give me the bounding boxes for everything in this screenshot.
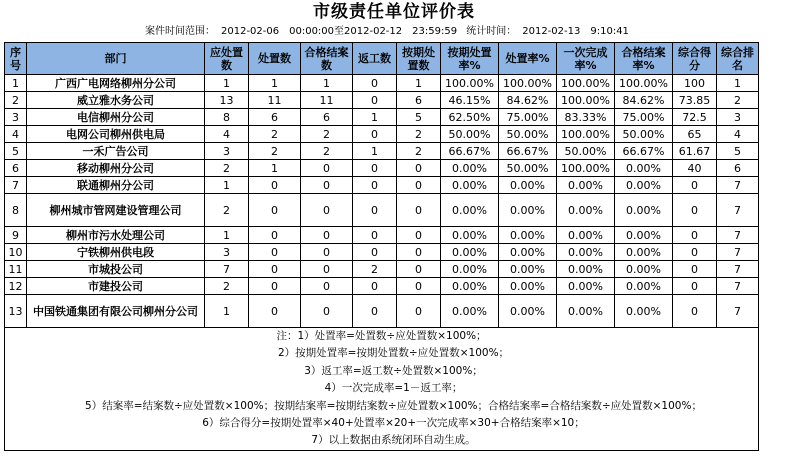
cell-pass: 0 [301,278,353,295]
cell-no: 11 [5,261,27,278]
cell-due: 4 [205,126,249,143]
table-row [5,194,759,227]
cell-ontime: 0 [397,278,441,295]
cell-done: 1 [249,75,301,92]
cell-rank: 7 [717,278,759,295]
table-row [5,126,759,143]
cell-rank: 7 [717,295,759,328]
cell-due: 2 [205,160,249,177]
stat-label: 统计时间： [466,26,517,37]
table-row [5,295,759,328]
cell-first-rate: 0.00% [557,227,615,244]
cell-no: 8 [5,194,27,227]
cell-rate: 0.00% [499,295,557,328]
cell-pass-rate: 0.00% [615,227,673,244]
cell-rank: 2 [717,92,759,109]
cell-ontime: 5 [397,109,441,126]
table-header-row [5,43,759,75]
cell-no: 12 [5,278,27,295]
stat-value: 2012-02-13 9:10:41 [522,26,629,37]
cell-ontime-rate: 0.00% [441,177,499,194]
cell-rank: 4 [717,126,759,143]
cell-ontime-rate: 62.50% [441,109,499,126]
cell-ontime: 6 [397,92,441,109]
cell-done: 6 [249,109,301,126]
evaluation-table [4,42,759,451]
range-value: 2012-02-06 00:00:00至2012-02-12 23:59:59 [221,26,458,37]
table-row [5,227,759,244]
cell-no: 6 [5,160,27,177]
cell-ontime: 1 [397,75,441,92]
cell-pass: 0 [301,227,353,244]
cell-pass: 1 [301,75,353,92]
cell-due: 8 [205,109,249,126]
cell-ontime-rate: 0.00% [441,244,499,261]
cell-due: 1 [205,177,249,194]
col-header: 部门 [27,43,205,75]
cell-rate: 0.00% [499,261,557,278]
col-header: 综合得分 [673,43,717,75]
cell-pass: 2 [301,143,353,160]
cell-due: 1 [205,227,249,244]
cell-rework: 0 [353,92,397,109]
cell-score: 100 [673,75,717,92]
cell-ontime-rate: 46.15% [441,92,499,109]
cell-rework: 0 [353,75,397,92]
cell-no: 10 [5,244,27,261]
cell-no: 5 [5,143,27,160]
cell-rank: 6 [717,160,759,177]
cell-rework: 0 [353,160,397,177]
cell-ontime-rate: 0.00% [441,227,499,244]
cell-ontime: 0 [397,244,441,261]
cell-score: 65 [673,126,717,143]
col-header: 处置数 [249,43,301,75]
cell-rework: 0 [353,227,397,244]
cell-due: 1 [205,75,249,92]
cell-rework: 0 [353,177,397,194]
cell-ontime: 0 [397,227,441,244]
cell-first-rate: 50.00% [557,143,615,160]
cell-ontime: 0 [397,160,441,177]
cell-rate: 66.67% [499,143,557,160]
col-header: 综合排名 [717,43,759,75]
cell-first-rate: 0.00% [557,261,615,278]
cell-pass: 2 [301,126,353,143]
cell-no: 13 [5,295,27,328]
cell-ontime-rate: 0.00% [441,295,499,328]
report-meta [145,25,635,39]
cell-rework: 0 [353,278,397,295]
cell-rank: 5 [717,143,759,160]
table-row [5,244,759,261]
range-label: 案件时间范围： [145,26,215,37]
cell-pass-rate: 50.00% [615,126,673,143]
cell-rank: 7 [717,177,759,194]
cell-pass: 0 [301,177,353,194]
cell-due: 2 [205,278,249,295]
table-body [5,75,759,328]
cell-ontime-rate: 0.00% [441,194,499,227]
cell-first-rate: 100.00% [557,75,615,92]
cell-pass-rate: 0.00% [615,194,673,227]
cell-dept: 移动柳州分公司 [27,160,205,177]
cell-dept: 柳州市污水处理公司 [27,227,205,244]
cell-pass-rate: 0.00% [615,244,673,261]
cell-done: 0 [249,244,301,261]
cell-rate: 0.00% [499,244,557,261]
col-header: 一次完成率% [557,43,615,75]
cell-pass-rate: 75.00% [615,109,673,126]
cell-first-rate: 100.00% [557,126,615,143]
cell-no: 1 [5,75,27,92]
cell-pass-rate: 0.00% [615,160,673,177]
notes-row [5,328,759,451]
col-header: 序号 [5,43,27,75]
cell-dept: 一禾广告公司 [27,143,205,160]
cell-rate: 0.00% [499,278,557,295]
cell-no: 9 [5,227,27,244]
cell-pass: 0 [301,194,353,227]
cell-ontime-rate: 0.00% [441,278,499,295]
col-header: 按期处置数 [397,43,441,75]
cell-due: 13 [205,92,249,109]
cell-rate: 0.00% [499,227,557,244]
cell-dept: 电信柳州分公司 [27,109,205,126]
notes-cell [5,328,759,451]
cell-done: 11 [249,92,301,109]
cell-dept: 电网公司柳州供电局 [27,126,205,143]
cell-score: 0 [673,194,717,227]
col-header: 合格结案率% [615,43,673,75]
cell-due: 2 [205,194,249,227]
cell-pass: 11 [301,92,353,109]
cell-pass: 0 [301,261,353,278]
report-title: 市级责任单位评价表 [313,2,475,22]
cell-first-rate: 0.00% [557,177,615,194]
cell-pass: 0 [301,160,353,177]
cell-score: 0 [673,261,717,278]
cell-no: 7 [5,177,27,194]
cell-done: 2 [249,126,301,143]
table-row [5,75,759,92]
cell-rank: 7 [717,261,759,278]
cell-rework: 1 [353,143,397,160]
cell-done: 2 [249,143,301,160]
cell-done: 0 [249,227,301,244]
cell-dept: 中国铁通集团有限公司柳州分公司 [27,295,205,328]
cell-rework: 2 [353,261,397,278]
cell-done: 0 [249,261,301,278]
cell-rework: 0 [353,126,397,143]
cell-pass-rate: 84.62% [615,92,673,109]
col-header: 应处置数 [205,43,249,75]
cell-first-rate: 100.00% [557,160,615,177]
cell-due: 3 [205,143,249,160]
cell-ontime-rate: 66.67% [441,143,499,160]
cell-rank: 1 [717,75,759,92]
cell-rank: 7 [717,244,759,261]
cell-score: 0 [673,295,717,328]
cell-ontime: 2 [397,143,441,160]
cell-pass-rate: 66.67% [615,143,673,160]
cell-rate: 75.00% [499,109,557,126]
cell-score: 0 [673,278,717,295]
note-line: 4）一次完成率=1－返工率； [324,382,463,395]
cell-rework: 0 [353,244,397,261]
cell-done: 0 [249,194,301,227]
cell-rank: 7 [717,194,759,227]
cell-rank: 3 [717,109,759,126]
cell-first-rate: 100.00% [557,92,615,109]
table-row [5,92,759,109]
cell-ontime: 0 [397,194,441,227]
cell-pass-rate: 0.00% [615,278,673,295]
col-header: 合格结案数 [301,43,353,75]
note-line: 6）综合得分=按期处置率×40+处置率×20+一次完成率×30+合格结案率×10； [202,417,585,430]
cell-first-rate: 0.00% [557,278,615,295]
cell-ontime: 0 [397,177,441,194]
cell-ontime: 2 [397,126,441,143]
cell-rework: 0 [353,295,397,328]
note-line: 5）结案率=结案数÷应处置数×100%；按期结案率=按期结案数÷应处置数×100%；合格结案率=合格结案数÷应处置数×100%； [85,399,702,412]
cell-rate: 0.00% [499,177,557,194]
cell-due: 1 [205,295,249,328]
cell-pass-rate: 0.00% [615,295,673,328]
cell-score: 0 [673,177,717,194]
cell-rate: 50.00% [499,126,557,143]
cell-score: 0 [673,227,717,244]
table-row [5,278,759,295]
table-row [5,143,759,160]
cell-dept: 威立雅水务公司 [27,92,205,109]
col-header: 按期处置率% [441,43,499,75]
table-row [5,261,759,278]
cell-pass-rate: 0.00% [615,177,673,194]
cell-first-rate: 0.00% [557,295,615,328]
cell-ontime-rate: 0.00% [441,160,499,177]
cell-score: 0 [673,244,717,261]
cell-ontime-rate: 50.00% [441,126,499,143]
col-header: 返工数 [353,43,397,75]
cell-rank: 7 [717,227,759,244]
cell-ontime: 0 [397,295,441,328]
cell-no: 2 [5,92,27,109]
cell-done: 0 [249,278,301,295]
cell-rework: 1 [353,109,397,126]
cell-no: 3 [5,109,27,126]
cell-dept: 宁铁柳州供电段 [27,244,205,261]
note-line: 2）按期处置率=按期处置数÷应处置数×100%； [277,347,510,360]
cell-dept: 联通柳州分公司 [27,177,205,194]
cell-pass: 0 [301,295,353,328]
cell-ontime-rate: 100.00% [441,75,499,92]
cell-rate: 84.62% [499,92,557,109]
cell-score: 72.5 [673,109,717,126]
cell-done: 1 [249,160,301,177]
cell-no: 4 [5,126,27,143]
cell-done: 0 [249,295,301,328]
cell-rate: 0.00% [499,194,557,227]
cell-due: 7 [205,261,249,278]
cell-rate: 100.00% [499,75,557,92]
cell-rework: 0 [353,194,397,227]
table-row [5,177,759,194]
cell-score: 61.67 [673,143,717,160]
cell-first-rate: 0.00% [557,194,615,227]
col-header: 处置率% [499,43,557,75]
cell-rate: 50.00% [499,160,557,177]
table-row [5,109,759,126]
cell-pass: 0 [301,244,353,261]
cell-pass-rate: 0.00% [615,261,673,278]
cell-first-rate: 83.33% [557,109,615,126]
cell-ontime: 0 [397,261,441,278]
cell-dept: 市城投公司 [27,261,205,278]
cell-ontime-rate: 0.00% [441,261,499,278]
cell-dept: 柳州城市管网建设管理公司 [27,194,205,227]
cell-score: 40 [673,160,717,177]
cell-first-rate: 0.00% [557,244,615,261]
cell-dept: 广西广电网络柳州分公司 [27,75,205,92]
cell-pass: 6 [301,109,353,126]
cell-due: 3 [205,244,249,261]
cell-pass-rate: 100.00% [615,75,673,92]
note-line: 3）返工率=返工数÷处置数×100%； [304,364,483,377]
table-row [5,160,759,177]
cell-done: 0 [249,177,301,194]
note-line: 7）以上数据由系统闭环自动生成。 [311,434,476,447]
cell-dept: 市建投公司 [27,278,205,295]
note-line: 注：1）处置率=处置数÷应处置数×100%； [276,330,487,342]
cell-score: 73.85 [673,92,717,109]
